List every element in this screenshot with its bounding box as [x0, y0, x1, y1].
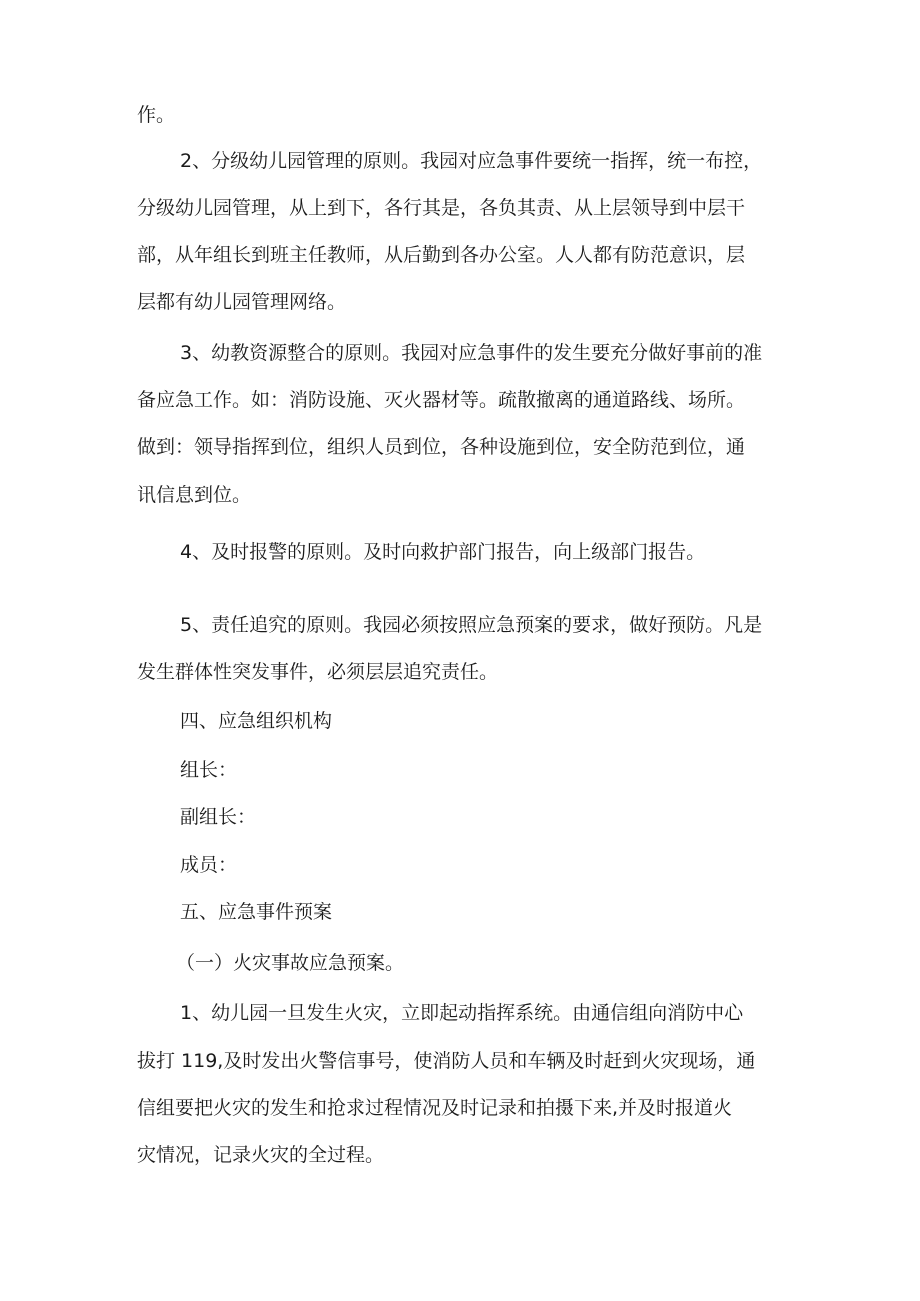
text-line: 讯信息到位。: [137, 484, 252, 506]
text-line: 5、责任追究的原则。我园必须按照应急预案的要求，做好预防。凡是: [180, 614, 763, 636]
text-line: 1、幼儿园一旦发生火灾，立即起动指挥系统。由通信组向消防中心: [180, 1002, 744, 1024]
text-line: 灾情况，记录火灾的全过程。: [137, 1144, 385, 1166]
text-line: 作。: [137, 104, 176, 126]
text-line: 成员：: [180, 854, 238, 876]
text-line: 组长：: [180, 759, 238, 781]
text-line: 3、幼教资源整合的原则。我园对应急事件的发生要充分做好事前的准: [180, 342, 763, 364]
text-line: 2、分级幼儿园管理的原则。我园对应急事件要统一指挥，统一布控，: [180, 150, 763, 172]
section-heading: 五、应急事件预案: [180, 901, 333, 923]
text-line: 发生群体性突发事件，必须层层追究责任。: [137, 661, 499, 683]
text-line: 分级幼儿园管理，从上到下，各行其是，各负其责、从上层领导到中层干: [137, 197, 746, 219]
section-heading: 四、应急组织机构: [180, 710, 333, 732]
text-line: 拔打 119,及时发出火警信事号，使消防人员和车辆及时赶到火灾现场，通: [137, 1050, 756, 1072]
text-line: 部，从年组长到班主任教师，从后勤到各办公室。人人都有防范意识，层: [137, 244, 746, 266]
text-line: 副组长：: [180, 806, 257, 828]
text-line: 4、及时报警的原则。及时向救护部门报告，向上级部门报告。: [180, 541, 706, 563]
text-line: 层都有幼儿园管理网络。: [137, 291, 347, 313]
subsection-heading: （一）火灾事故应急预案。: [176, 952, 405, 974]
text-line: 备应急工作。如：消防设施、灭火器材等。疏散撤离的通道路线、场所。: [137, 389, 746, 411]
text-line: 做到：领导指挥到位，组织人员到位，各种设施到位，安全防范到位，通: [137, 436, 746, 458]
text-line: 信组要把火灾的发生和抢求过程情况及时记录和拍摄下来,并及时报道火: [137, 1097, 733, 1119]
